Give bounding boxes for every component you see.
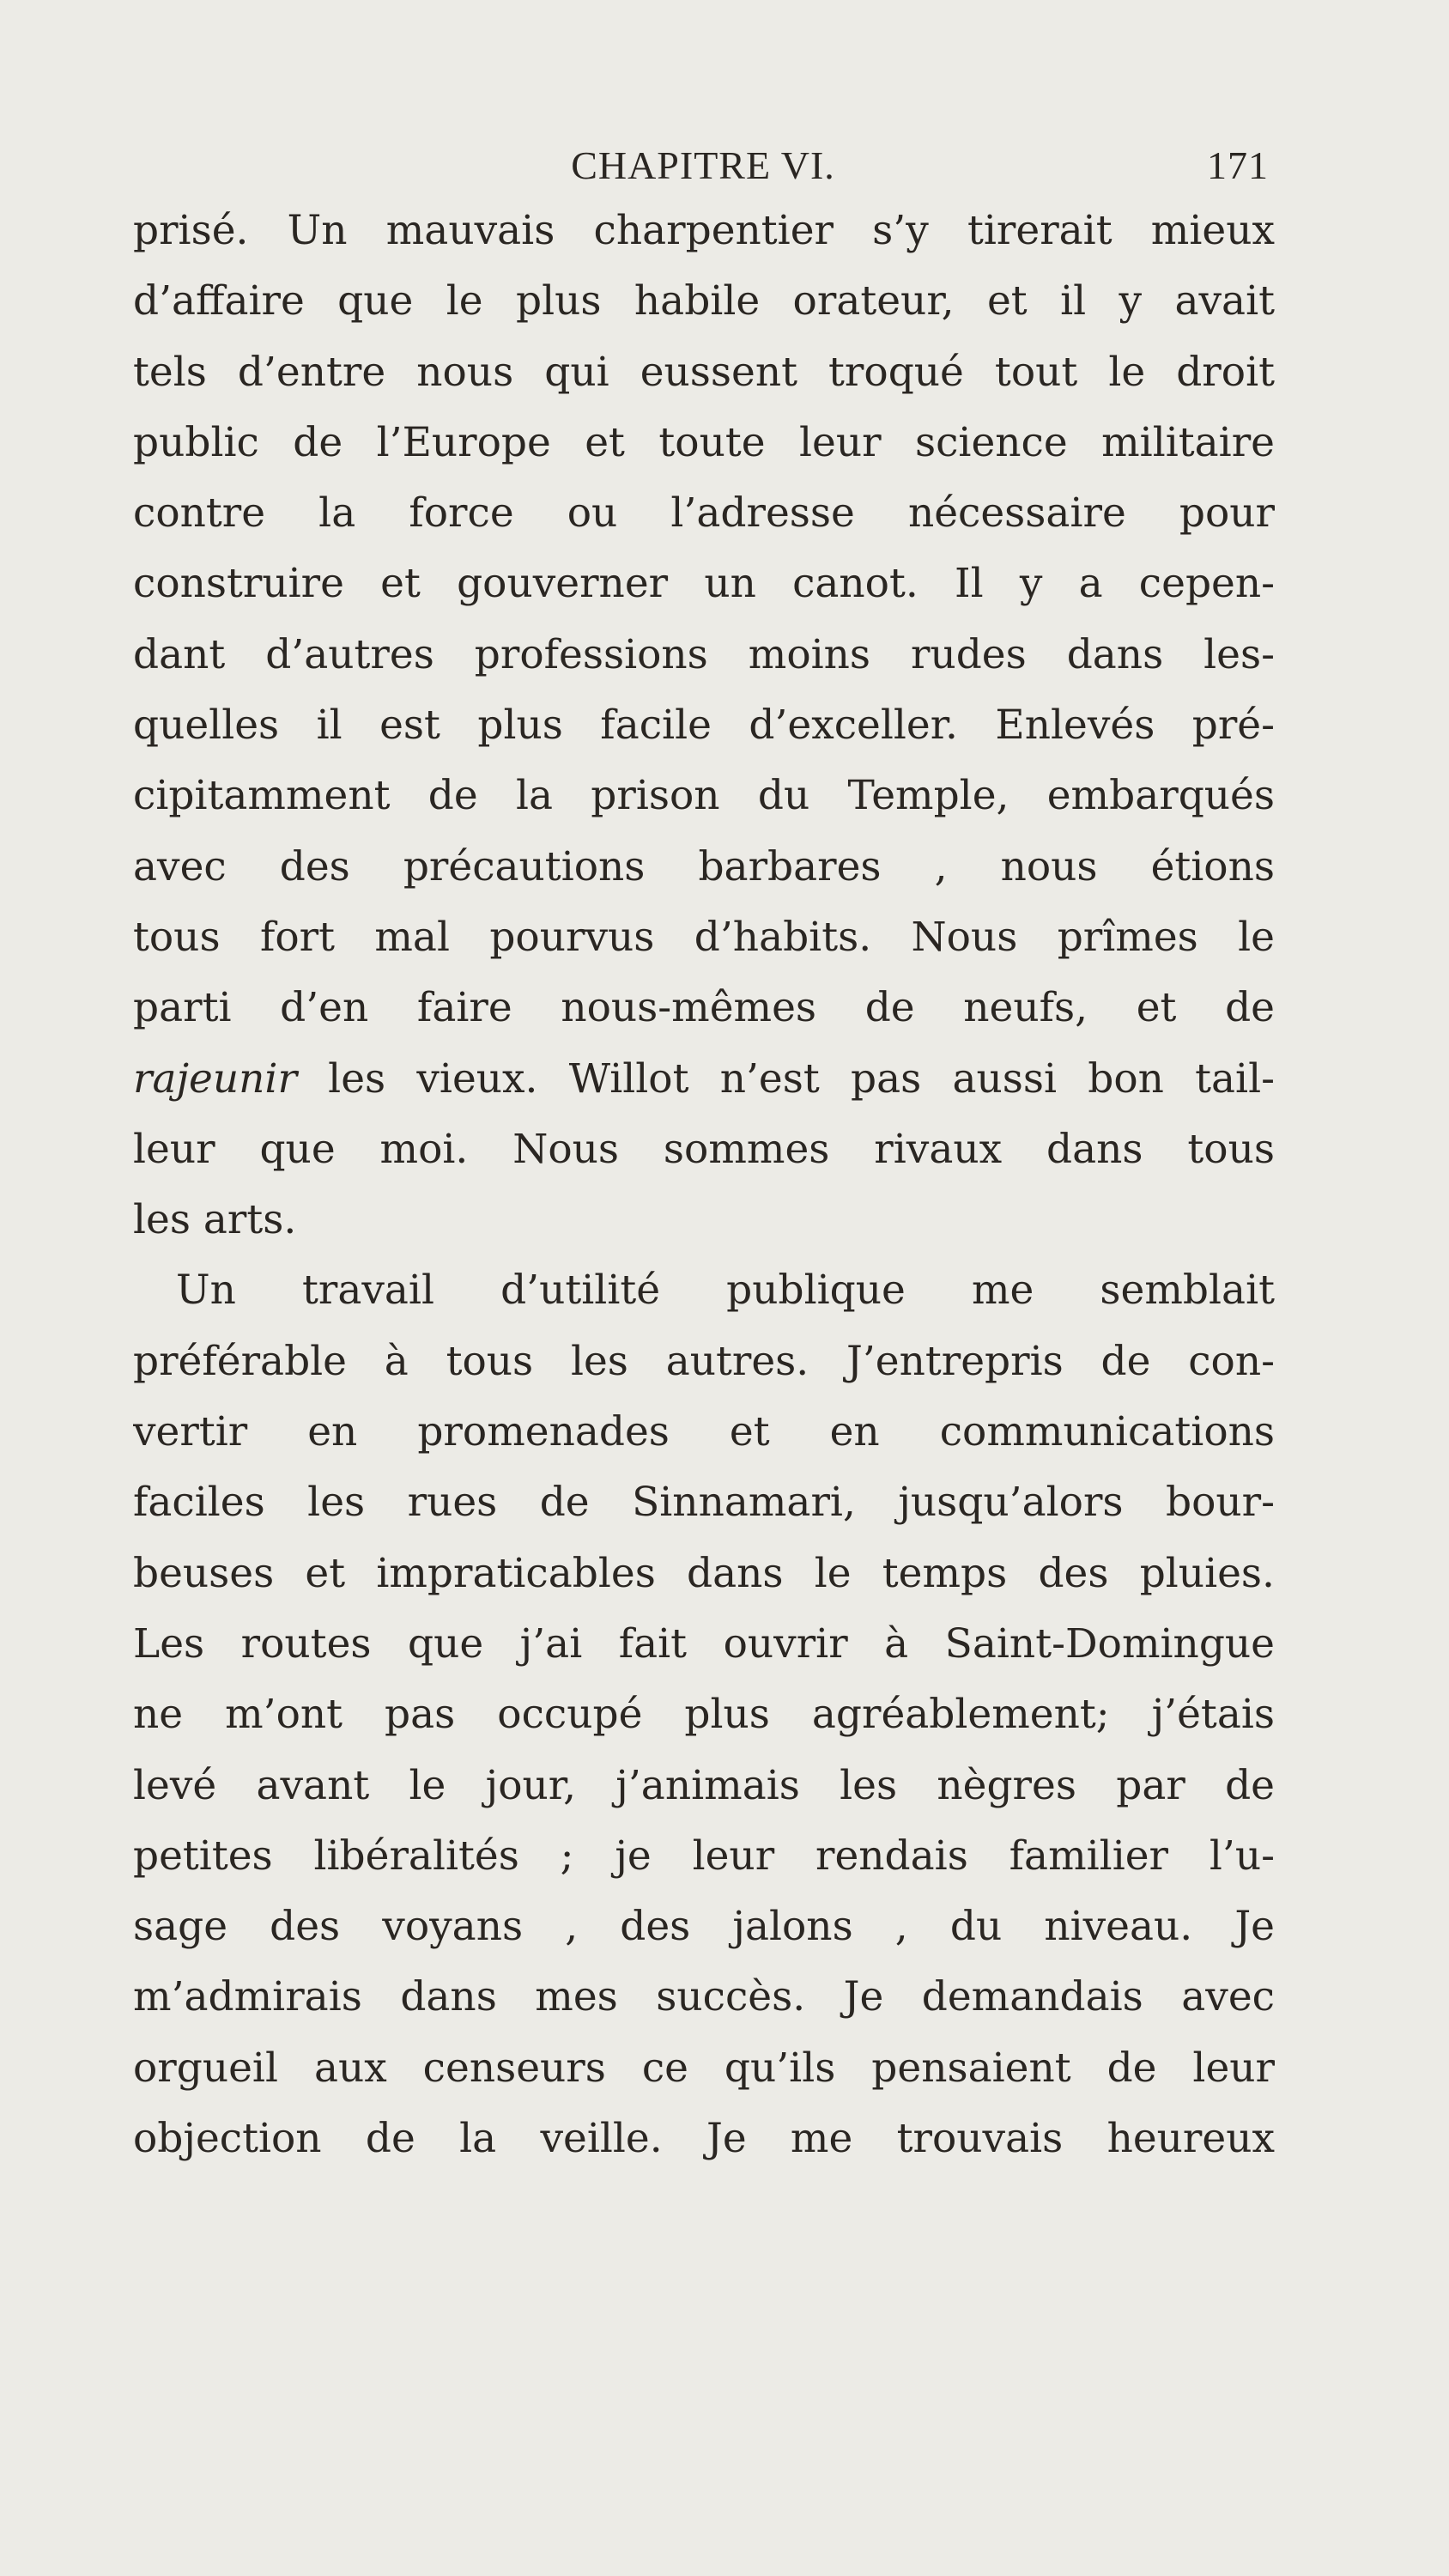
text-line: vertir en promenades et en communications [133,1408,1275,1456]
body-text [133,196,1275,2174]
text-line: parti d’en faire nous-mêmes de neufs, et de [133,984,1275,1032]
paragraph-end-line: les arts. [133,1196,297,1244]
text-line: d’affaire que le plus habile orateur, et il y avait [133,277,1275,325]
text-line: orgueil aux censeurs ce qu’ils pensaient de leur [133,2044,1275,2092]
text-line: public de l’Europe et toute leur science militaire [133,418,1275,466]
text-line [133,1044,1275,1115]
text-line: objection de la veille. Je me trouvais heureux [133,2115,1275,2163]
text-line: tels d’entre nous qui eussent troqué tout le droit [133,348,1275,396]
page-header [137,140,1269,191]
text-line: petites libéralités ; je leur rendais familier l’u- [133,1832,1275,1880]
text-line: quelles il est plus facile d’exceller. Enlevés pré- [133,702,1275,750]
text-line: faciles les rues de Sinnamari, jusqu’alors bour- [133,1479,1275,1527]
text-line: sage des voyans , des jalons , du niveau. Je [133,1903,1275,1951]
text-line: avec des précautions barbares , nous étions [133,842,1275,890]
text-line: contre la force ou l’adresse nécessaire pour [133,489,1275,538]
line-rest: les vieux. Willot n’est pas aussi bon tail- [296,1054,1275,1103]
text-line: beuses et impraticables dans le temps des pluies. [133,1549,1275,1597]
text-line: Les routes que j’ai fait ouvrir à Saint-Domingue [133,1619,1275,1668]
text-line: tous fort mal pourvus d’habits. Nous prîmes le [133,913,1275,961]
text-line: dant d’autres professions moins rudes dans les- [133,630,1275,678]
page-number: 171 [1207,143,1269,187]
paragraph-start-line: Un travail d’utilité publique me semblait [176,1267,1275,1315]
text-line: m’admirais dans mes succès. Je demandais avec [133,1973,1275,2021]
text-line: levé avant le jour, j’animais les nègres par de [133,1761,1275,1809]
running-title: CHAPITRE VI. [571,143,835,187]
text-line: leur que moi. Nous sommes rivaux dans tous [133,1125,1275,1173]
text-line: construire et gouverner un canot. Il y a cepen- [133,560,1275,608]
italic-word: rajeunir [133,1054,297,1103]
text-line: ne m’ont pas occupé plus agréablement; j’étais [133,1691,1275,1739]
text-line: prisé. Un mauvais charpentier s’y tirerait mieux [133,207,1275,254]
text-line: préférable à tous les autres. J’entrepris de con- [133,1337,1275,1385]
text-line: cipitamment de la prison du Temple, embarqués [133,772,1275,820]
